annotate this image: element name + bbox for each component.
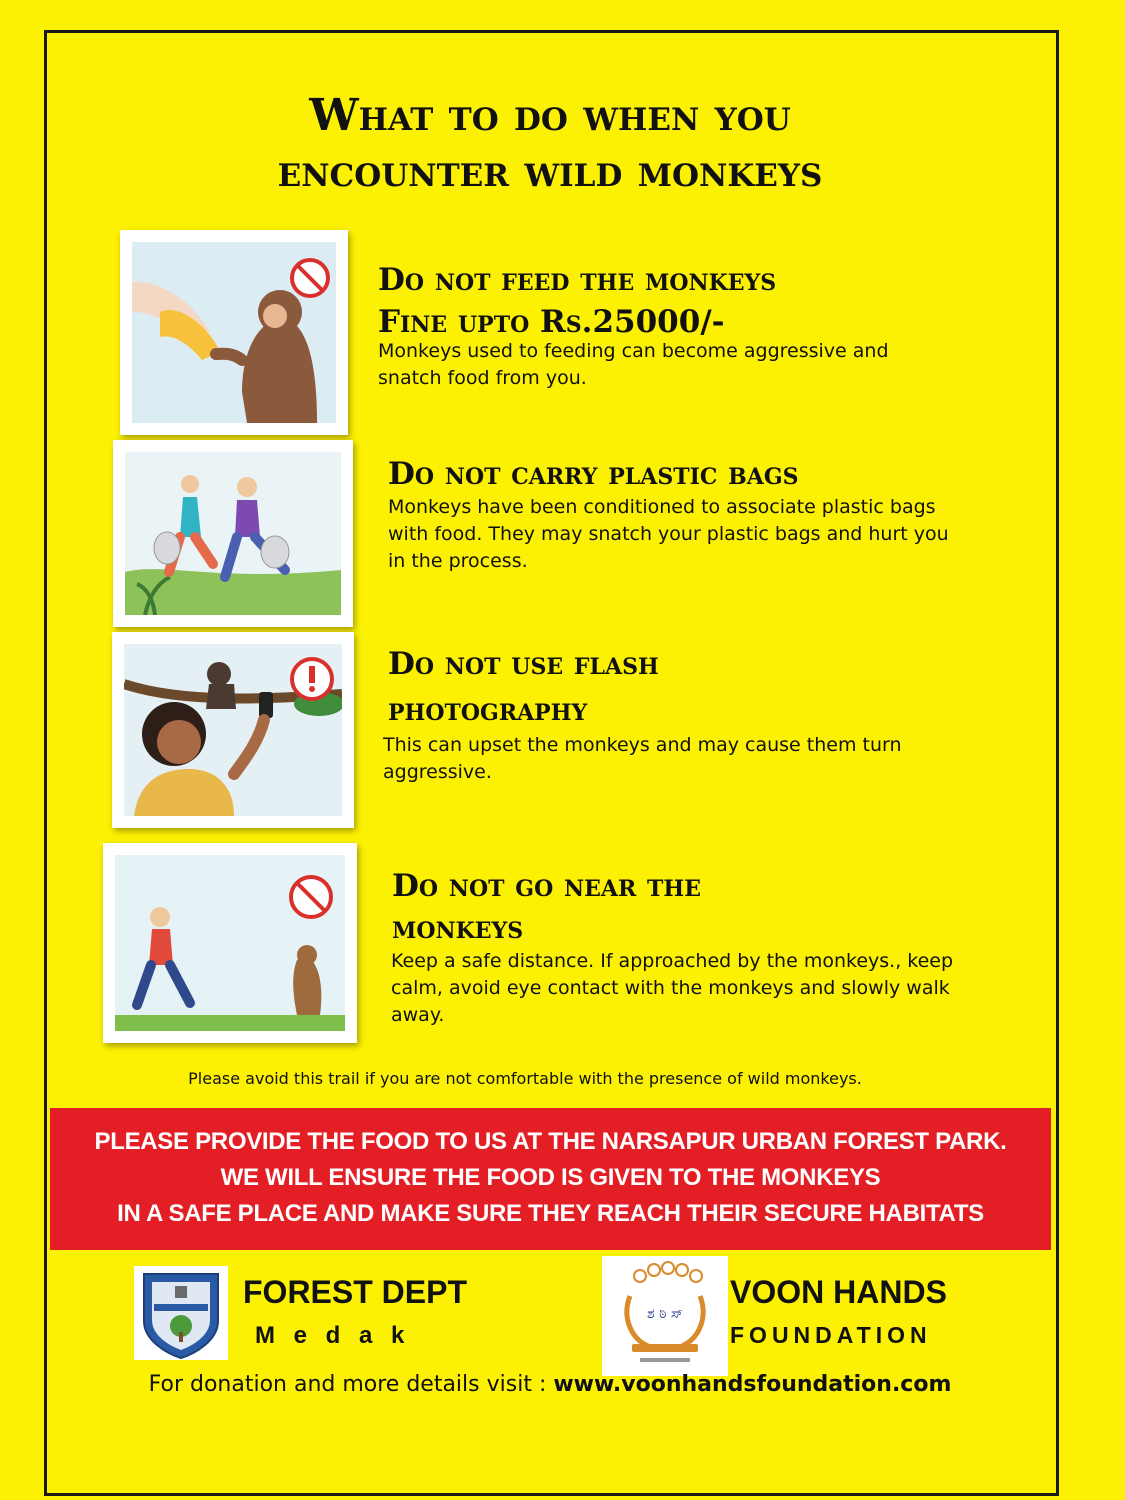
food-banner	[50, 1108, 1051, 1250]
illustration-flash-photography	[112, 632, 354, 828]
svg-text:ಶ ಠಿ ಸ್: ಶ ಠಿ ಸ್	[647, 1306, 683, 1322]
website-link[interactable]: www.voonhandsfoundation.com	[553, 1372, 952, 1397]
prohibited-icon	[291, 877, 331, 917]
rule-4-body: Keep a safe distance. If approached by the monkeys., keep calm, avoid eye contact with the monkeys and slowly walk away.	[391, 950, 954, 1026]
poster-title	[0, 88, 1100, 200]
rule-1-heading-line-1: Do not feed the monkeys	[378, 262, 777, 298]
rule-2-heading	[388, 453, 799, 495]
title-line-1: What to do when you	[309, 90, 791, 141]
donation-footer	[0, 1372, 1100, 1397]
illustration-plastic-bags	[113, 440, 353, 627]
rule-3-heading-line-1: Do not use flash	[388, 646, 659, 682]
rule-1-heading	[378, 259, 776, 343]
voon-hands-sub: FOUNDATION	[730, 1322, 932, 1348]
rule-3-heading-line-2: photography	[388, 692, 588, 728]
illustration-keep-distance	[103, 843, 357, 1043]
banner-line-3: IN A SAFE PLACE AND MAKE SURE THEY REACH THEIR SECURE HABITATS	[117, 1200, 984, 1227]
rule-1-body: Monkeys used to feeding can become aggressive and snatch food from you.	[378, 340, 889, 389]
forest-dept-logo	[134, 1266, 228, 1360]
rule-2-heading-line-1: Do not carry plastic bags	[388, 456, 799, 492]
banner-line-2: WE WILL ENSURE THE FOOD IS GIVEN TO THE MONKEYS	[220, 1164, 881, 1191]
banner-line-1: PLEASE PROVIDE THE FOOD TO US AT THE NARSAPUR URBAN FOREST PARK.	[94, 1128, 1007, 1155]
voon-hands-name: VOON HANDS	[730, 1274, 947, 1310]
trail-note: Please avoid this trail if you are not comfortable with the presence of wild monkeys.	[188, 1069, 862, 1088]
rule-1-heading-line-2: Fine upto Rs.25000/-	[378, 304, 725, 340]
donation-text: For donation and more details visit :	[148, 1372, 554, 1397]
title-line-2: encounter wild monkeys	[277, 146, 823, 197]
illustration-feeding	[120, 230, 348, 435]
rule-4-heading-line-2: monkeys	[392, 910, 524, 946]
warning-icon	[292, 659, 332, 699]
rule-3-body: This can upset the monkeys and may cause them turn aggressive.	[383, 734, 902, 783]
prohibited-icon	[292, 260, 328, 296]
rule-3-heading	[388, 643, 659, 731]
rule-4-heading-line-1: Do not go near the	[392, 868, 701, 904]
forest-dept-name: FOREST DEPT	[243, 1274, 468, 1310]
voon-hands-logo	[602, 1256, 728, 1376]
forest-dept-district: M e d a k	[255, 1322, 411, 1349]
rule-2-body: Monkeys have been conditioned to associate plastic bags with food. They may snatch your plastic bags and hurt you in the process.	[388, 496, 949, 572]
rule-4-heading	[392, 865, 701, 949]
